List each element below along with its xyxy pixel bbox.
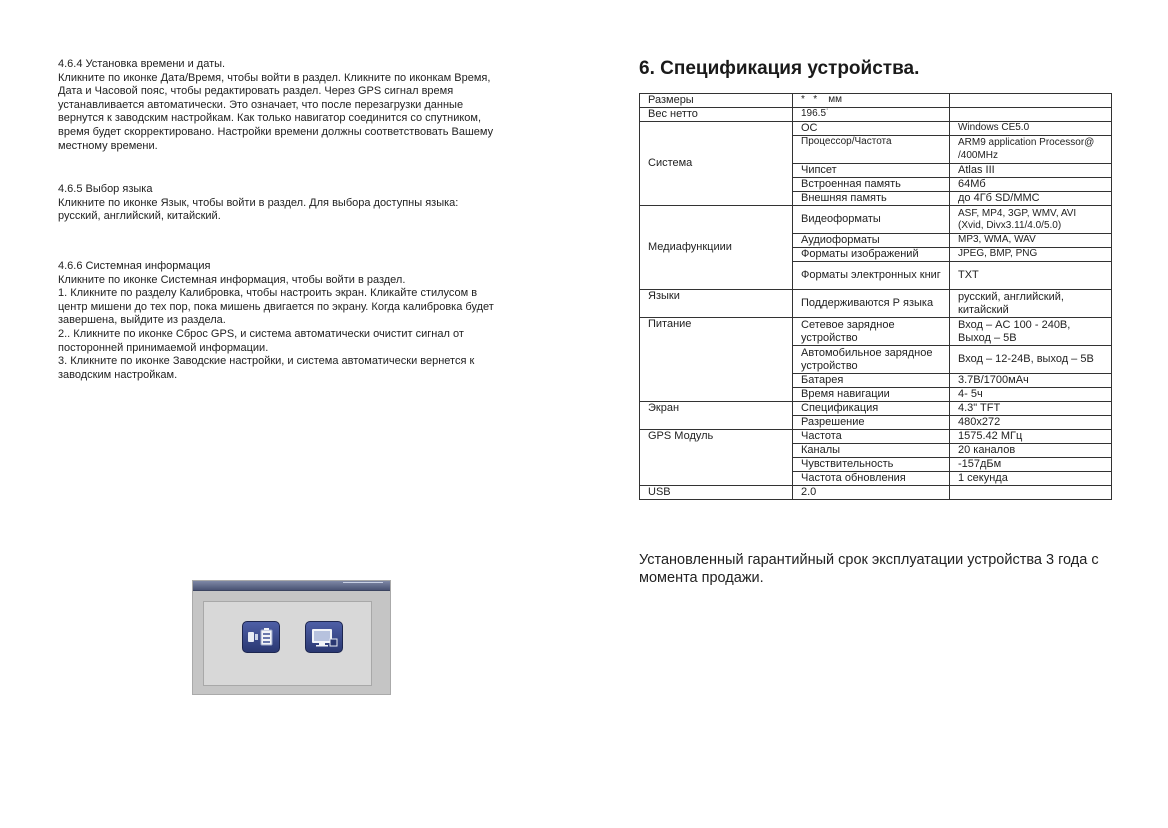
monitor-info-icon[interactable] [305,621,343,653]
param-value: MP3, WMA, WAV [950,234,1112,248]
section-text: Кликните по иконке Язык, чтобы войти в раздел. Для выбора доступны языка: русский, английский, китайский. [58,196,459,223]
param-value: Вход – 12-24В, выход – 5В [950,346,1112,374]
param-name: Встроенная память [793,178,950,192]
title-bar [193,581,390,591]
param-name: Время навигации [793,388,950,402]
cell-value [950,94,1112,108]
screen-panel [203,601,372,686]
row-label: Размеры [640,94,793,108]
group-label: Система [640,122,793,206]
section-title: 4.6.5 Выбор языка [58,183,153,196]
param-value: ASF, MP4, 3GP, WMV, AVI (Xvid, Divx3.11/4.0/5.0) [950,206,1112,234]
param-value: 480x272 [950,416,1112,430]
param-name: Разрешение [793,416,950,430]
param-name: Поддерживаются Р языка [793,290,950,318]
cell-value: 196.5˙ [793,108,950,122]
table-row [640,122,1112,136]
param-value: -157дБм [950,458,1112,472]
section-text: Кликните по иконке Дата/Время, чтобы войти в раздел. Кликните по иконкам Время, Дата и Часовой пояс, чтобы редактировать раздел. Через GPS сигнал время устанавливается автоматически. Это означает, что после перезагрузки данные вернутся к заводским настройкам. Как только навигатор соединится со спутником, время будет скорректировано. Настройки времени должны соответствовать Вашему местному времени. [58,71,494,152]
param-name: Процессор/Частота [793,136,950,164]
param-name: Чипсет [793,164,950,178]
param-value: TXT [950,262,1112,290]
left-page [58,58,498,382]
section-text: 3. Кликните по иконке Заводские настройки, и система автоматически вернется к заводским настройкам. [58,355,475,381]
table-row [640,206,1112,234]
cell-value: 2.0 [793,486,950,500]
param-value: JPEG, BMP, PNG [950,248,1112,262]
warranty-note: Установленный гарантийный срок эксплуатации устройства 3 года с момента продажи. [639,552,1099,586]
section-title: 4.6.6 Системная информация [58,259,211,272]
cell-value [950,108,1112,122]
table-row [640,290,1112,318]
param-name: Внешняя память [793,192,950,206]
param-name: ОС [793,122,950,136]
spec-title: 6. Спецификация устройства. [639,58,920,79]
group-label: Экран [640,402,793,430]
param-name: Видеоформаты [793,206,950,234]
section-text: 1. Кликните по разделу Калибровка, чтобы настроить экран. Кликайте стилусом в центр мишени до тех пор, пока мишень двигается по экрану. Когда калибровка будет завершена, выйдите из раздела. [58,287,494,327]
table-row [640,318,1112,346]
row-label: Вес нетто [640,108,793,122]
param-name: Чувствительность [793,458,950,472]
param-name: Аудиоформаты [793,234,950,248]
cell-value: * * мм [793,94,950,108]
group-label: Питание [640,318,793,402]
system-info-screenshot [192,580,391,695]
param-value: Windows CE5.0 [950,122,1112,136]
param-value: 3.7В/1700мАч [950,374,1112,388]
table-row [640,94,1112,108]
param-value: 64Мб [950,178,1112,192]
group-label: GPS Модуль [640,430,793,486]
param-value: 1575.42 МГц [950,430,1112,444]
param-name: Частота [793,430,950,444]
table-row [640,402,1112,416]
param-value: Atlas III [950,164,1112,178]
section-text: Кликните по иконке Системная информация, чтобы войти в раздел. [58,273,406,286]
param-name: Форматы электронных книг [793,262,950,290]
param-value: Вход – AC 100 - 240В, Выход – 5В [950,318,1112,346]
table-row [640,108,1112,122]
group-label: Медиафункциии [640,206,793,290]
param-name: Батарея [793,374,950,388]
section-title: 4.6.4 Установка времени и даты. [58,58,226,70]
param-name: Спецификация [793,402,950,416]
row-label: USB [640,486,793,500]
cell-value [950,486,1112,500]
row-label: Языки [640,290,793,318]
spec-table [639,93,1112,500]
param-value: 4- 5ч [950,388,1112,402]
param-name: Форматы изображений [793,248,950,262]
param-name: Частота обновления [793,472,950,486]
section-text: 2.. Кликните по иконке Сброс GPS, и система автоматически очистит сигнал от посторонней принимаемой информации. [58,327,464,354]
param-value: 20 каналов [950,444,1112,458]
param-name: Сетевое зарядное устройство [793,318,950,346]
param-value: ARM9 application Processor@ /400MHz [950,136,1112,164]
param-value: 4.3" TFT [950,402,1112,416]
param-name: Автомобильное зарядное устройство [793,346,950,374]
param-value: до 4Гб SD/MMC [950,192,1112,206]
table-row [640,486,1112,500]
param-value: 1 секунда [950,472,1112,486]
param-value: русский, английский, китайский [950,290,1112,318]
table-row [640,430,1112,444]
battery-power-icon[interactable] [242,621,280,653]
param-name: Каналы [793,444,950,458]
